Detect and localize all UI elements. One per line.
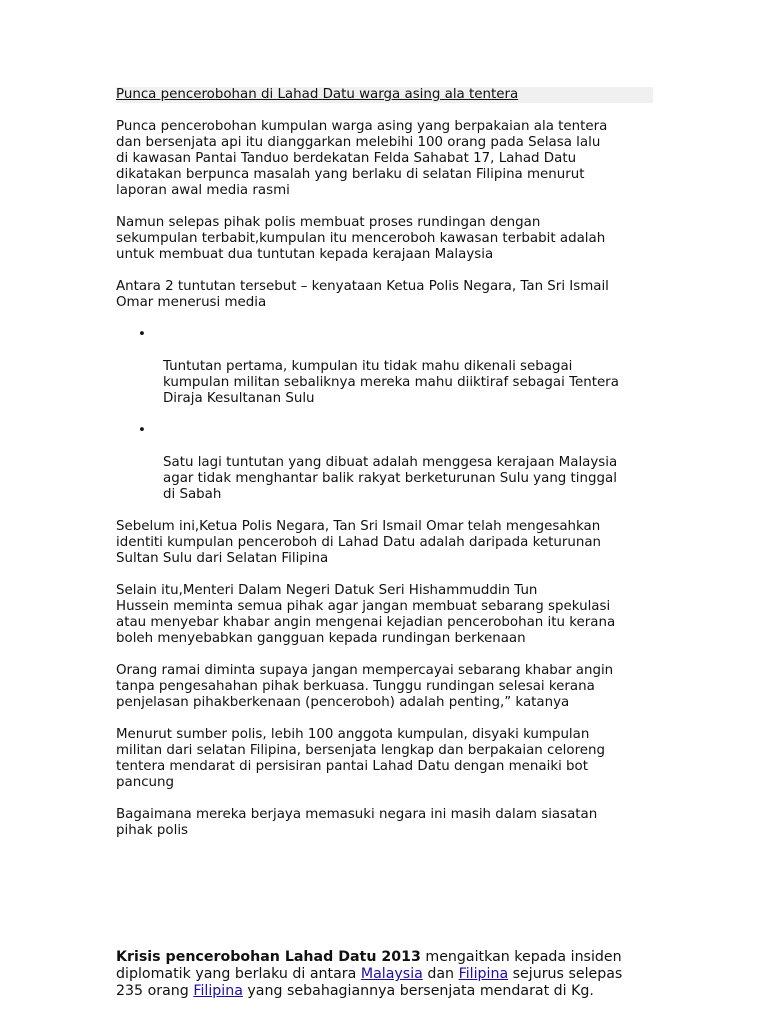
demands-list	[116, 327, 656, 503]
link-malaysia[interactable]: Malaysia	[360, 966, 423, 982]
bullet-icon: •	[138, 327, 146, 342]
wiki-excerpt	[116, 949, 656, 1000]
paragraph-demands-intro: Antara 2 tuntutan tersebut – kenyataan Ketua Polis Negara, Tan Sri Ismail Omar menerusi media	[116, 279, 609, 310]
link-filipina[interactable]: Filipina	[458, 966, 509, 982]
document-title: Punca pencerobohan di Lahad Datu warga asing ala tentera	[116, 87, 519, 102]
paragraph-intro: Punca pencerobohan kumpulan warga asing yang berpakaian ala tentera dan bersenjata api itu dianggarkan melebihi 100 orang pada Selasa lalu di kawasan Pantai Tanduo berdekatan Felda Sahabat 17, Lahad Datu dikatakan berpunca masalah yang berlaku di selatan Filipina menurut laporan awal media rasmi	[116, 119, 608, 198]
link-filipina-2[interactable]: Filipina	[193, 983, 243, 999]
excerpt-text: diplomatik yang berlaku di antara	[116, 966, 361, 982]
paragraph-investigation: Bagaimana mereka berjaya memasuki negara ini masih dalam siasatan pihak polis	[116, 807, 598, 838]
list-item	[138, 423, 656, 503]
paragraph-police-source: Menurut sumber polis, lebih 100 anggota kumpulan, disyaki kumpulan militan dari selatan Filipina, bersenjata lengkap dan berpakaian celoreng tentera mendarat di persisiran pantai Lahad Datu dengan menaiki bot pancung	[116, 727, 605, 790]
paragraph-rumours: Orang ramai diminta supaya jangan mempercayai sebarang khabar angin tanpa pengesahahan pihak berkuasa. Tunggu rundingan selesai kerana penjelasan pihakberkenaan (penceroboh) adalah penting,” katanya	[116, 663, 614, 710]
paragraph-minister: Selain itu,Menteri Dalam Negeri Datuk Seri Hishammuddin Tun Hussein meminta semua pihak agar jangan membuat sebarang spekulasi atau menyebar khabar angin mengenai kejadian pencerobohan itu kerana boleh menyebabkan gangguan kepada rundingan berkenaan	[116, 583, 616, 646]
bullet-icon: •	[138, 423, 146, 438]
excerpt-text: dan	[422, 966, 459, 982]
title-highlight	[116, 87, 653, 103]
crisis-name: Krisis pencerobohan Lahad Datu 2013	[116, 949, 421, 965]
excerpt-text: sejurus selepas	[508, 966, 623, 982]
list-item-text: Tuntutan pertama, kumpulan itu tidak mahu dikenali sebagai kumpulan militan sebaliknya mereka mahu diiktiraf sebagai Tentera Diraja Kesultanan Sulu	[163, 359, 619, 406]
paragraph-negotiation: Namun selepas pihak polis membuat proses rundingan dengan sekumpulan terbabit,kumpulan itu menceroboh kawasan terbabit adalah untuk membuat dua tuntutan kepada kerajaan Malaysia	[116, 215, 606, 262]
document-page	[116, 87, 656, 1000]
list-item	[138, 327, 656, 407]
excerpt-text: 235 orang	[116, 983, 194, 999]
excerpt-text: yang sebahagiannya bersenjata mendarat di Kg.	[242, 983, 594, 999]
paragraph-identity: Sebelum ini,Ketua Polis Negara, Tan Sri Ismail Omar telah mengesahkan identiti kumpulan penceroboh di Lahad Datu adalah daripada keturunan Sultan Sulu dari Selatan Filipina	[116, 519, 602, 566]
blank-space	[116, 855, 656, 949]
excerpt-text: mengaitkan kepada insiden	[420, 949, 622, 965]
list-item-text: Satu lagi tuntutan yang dibuat adalah menggesa kerajaan Malaysia agar tidak menghantar balik rakyat berketurunan Sulu yang tinggal di Sabah	[163, 455, 618, 502]
